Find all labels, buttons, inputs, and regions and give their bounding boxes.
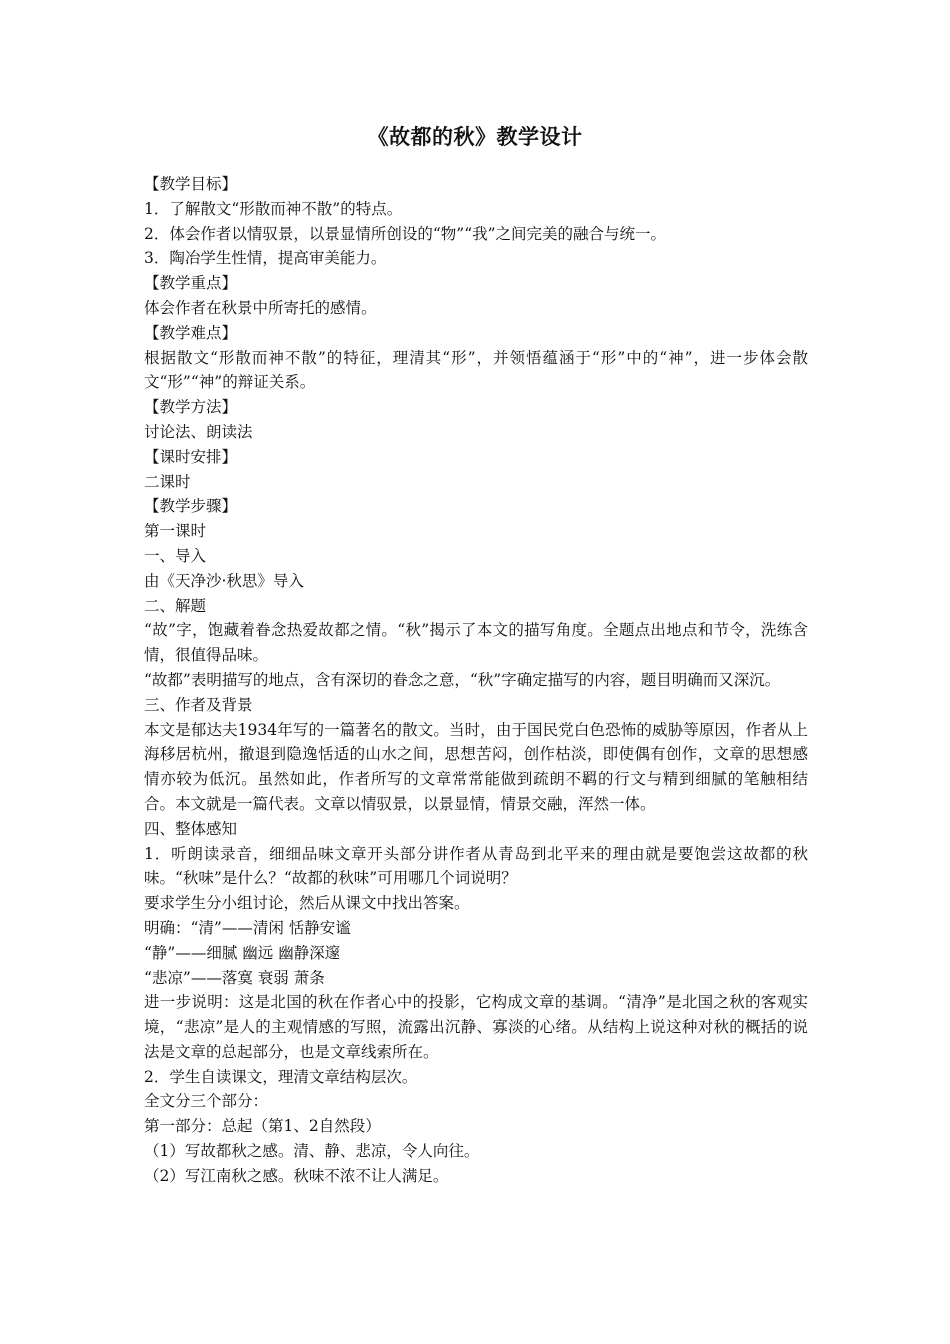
key-points-text: 体会作者在秋景中所寄托的感情。: [144, 298, 377, 317]
section-author-heading: 三、作者及背景: [144, 695, 253, 714]
author-background-text: 本文是郁达夫1934年写的一篇著名的散文。当时，由于国民党白色恐怖的威胁等原因，作者从上海移居杭州，撤退到隐逸恬适的山水之间，思想苦闷，创作枯淡，即使偶有创作，文章的思想感情亦较为低沉。虽然如此，作者所写的文章常常能做到疏朗不羁的行文与精到细腻的笔触相结合。本文就是一篇代表。文章以情驭景，以景显情，情景交融，浑然一体。: [144, 720, 808, 813]
section-title-heading: 二、解题: [144, 596, 207, 615]
difficulties-text: 根据散文“形散而神不散”的特征，理清其“形”，并领悟蕴涵于“形”中的“神”，进一步体会散文“形”“神”的辩证关系。: [144, 348, 808, 392]
further-explanation: 进一步说明：这是北国的秋在作者心中的投影，它构成文章的基调。“清净”是北国之秋的客观实境，“悲凉”是人的主观情感的写照，流露出沉静、寡淡的心绪。从结构上说这种对秋的概括的说法是文章的总起部分，也是文章线索所在。: [144, 993, 808, 1061]
document-body: [144, 172, 808, 1189]
heading-steps: 【教学步骤】: [144, 497, 238, 516]
objective-3: 3．陶冶学生性情，提高审美能力。: [144, 249, 387, 268]
section-intro-heading: 一、导入: [144, 546, 207, 565]
title-explanation-2: “故都”表明描写的地点，含有深切的眷念之意，“秋”字确定描写的内容，题目明确而又深沉。: [144, 670, 781, 689]
structure-part-1-item-1: （1）写故都秋之感。清、静、悲凉，令人向往。: [144, 1142, 480, 1161]
document-title: 《故都的秋》教学设计: [367, 124, 583, 149]
overview-discussion: 要求学生分小组讨论，然后从课文中找出答案。: [144, 894, 470, 913]
answer-beiliang: “悲凉”——落寞 衰弱 萧条: [144, 968, 325, 987]
overview-task-2: 2．学生自读课文，理清文章结构层次。: [144, 1067, 418, 1086]
overview-task-1: 1．听朗读录音，细细品味文章开头部分讲作者从青岛到北平来的理由就是要饱尝这故都的秋味。“秋味”是什么？“故都的秋味”可用哪几个词说明？: [144, 844, 808, 888]
methods-text: 讨论法、朗读法: [144, 422, 253, 441]
heading-objectives: 【教学目标】: [144, 175, 238, 193]
heading-key-points: 【教学重点】: [144, 274, 238, 293]
section-intro-text: 由《天净沙·秋思》导入: [144, 571, 304, 590]
heading-schedule: 【课时安排】: [144, 447, 238, 466]
structure-part-1-item-2: （2）写江南秋之感。秋味不浓不让人满足。: [144, 1166, 449, 1185]
answer-jing: “静”——细腻 幽远 幽静深邃: [144, 943, 341, 962]
heading-difficulties: 【教学难点】: [144, 323, 238, 342]
schedule-text: 二课时: [144, 472, 191, 491]
lesson-one-label: 第一课时: [144, 522, 207, 541]
answer-qing: 明确：“清”——清闲 恬静安谧: [144, 918, 351, 937]
title-explanation-1: “故”字，饱藏着眷念热爱故都之情。“秋”揭示了本文的描写角度。全题点出地点和节令，洗练含情，很值得品味。: [144, 621, 808, 665]
section-overview-heading: 四、整体感知: [144, 819, 238, 838]
objective-2: 2．体会作者以情驭景，以景显情所创设的“物”“我”之间完美的融合与统一。: [144, 224, 667, 243]
structure-part-1: 第一部分：总起（第1、2自然段）: [144, 1117, 381, 1136]
objective-1: 1．了解散文“形散而神不散”的特点。: [144, 199, 403, 218]
structure-intro: 全文分三个部分：: [144, 1092, 269, 1111]
heading-methods: 【教学方法】: [144, 398, 238, 417]
